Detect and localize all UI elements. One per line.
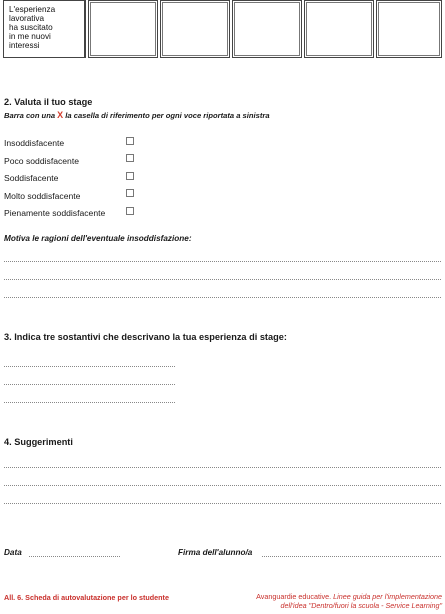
rating-cell[interactable]: [232, 0, 302, 58]
noun-line[interactable]: [4, 402, 175, 403]
option-checkbox-insoddisfacente[interactable]: [126, 137, 134, 145]
footer-source-guide: Linee guida per l'implementazione: [333, 592, 442, 601]
rating-cell[interactable]: [304, 0, 374, 58]
section4-heading: 4. Suggerimenti: [4, 437, 73, 447]
table-row-label-cell: [3, 0, 86, 58]
option-checkbox-pienamente-soddisfacente[interactable]: [126, 207, 134, 215]
signature-label: Firma dell'alunno/a: [178, 548, 253, 557]
date-field[interactable]: [29, 556, 120, 557]
table-row-label: L'esperienza lavorativa ha suscitato in me nuovi interessi: [9, 5, 56, 50]
footer-attachment-title: All. 6. Scheda di autovalutazione per lo studente: [4, 593, 169, 602]
section3-heading: 3. Indica tre sostantivi che descrivano la tua esperienza di stage:: [4, 332, 287, 342]
footer-source: [202, 592, 442, 610]
section2-instruction: [4, 110, 270, 120]
option-label-poco-soddisfacente: Poco soddisfacente: [4, 156, 80, 166]
instruction-x-mark: X: [57, 110, 64, 120]
instruction-text-before: Barra con una: [4, 111, 58, 120]
rating-cell[interactable]: [160, 0, 230, 58]
date-label: Data: [4, 548, 22, 557]
noun-line[interactable]: [4, 366, 175, 367]
option-label-insoddisfacente: Insoddisfacente: [4, 138, 65, 148]
signature-field[interactable]: [262, 556, 441, 557]
suggestion-line[interactable]: [4, 485, 441, 486]
motivation-line[interactable]: [4, 261, 441, 262]
footer-source-line2: dell'idea "Dentro/fuori la scuola - Service Learning": [280, 601, 442, 610]
option-checkbox-soddisfacente[interactable]: [126, 172, 134, 180]
option-label-molto-soddisfacente: Molto soddisfacente: [4, 191, 81, 201]
noun-line[interactable]: [4, 384, 175, 385]
motivation-line[interactable]: [4, 279, 441, 280]
rating-cell[interactable]: [376, 0, 442, 58]
motivation-prompt: Motiva le ragioni dell'eventuale insoddisfazione:: [4, 234, 192, 243]
option-label-soddisfacente: Soddisfacente: [4, 173, 59, 183]
instruction-text-after: la casella di riferimento per ogni voce riportata a sinistra: [63, 111, 270, 120]
footer-source-publisher: Avanguardie educative.: [256, 592, 334, 601]
option-label-pienamente-soddisfacente: Pienamente soddisfacente: [4, 208, 106, 218]
suggestion-line[interactable]: [4, 503, 441, 504]
rating-cell[interactable]: [88, 0, 158, 58]
evaluation-table-row: [3, 0, 443, 60]
footer-source-line1: [202, 592, 442, 601]
option-checkbox-poco-soddisfacente[interactable]: [126, 154, 134, 162]
motivation-line[interactable]: [4, 297, 441, 298]
section2-heading: 2. Valuta il tuo stage: [4, 97, 93, 107]
option-checkbox-molto-soddisfacente[interactable]: [126, 189, 134, 197]
suggestion-line[interactable]: [4, 467, 441, 468]
